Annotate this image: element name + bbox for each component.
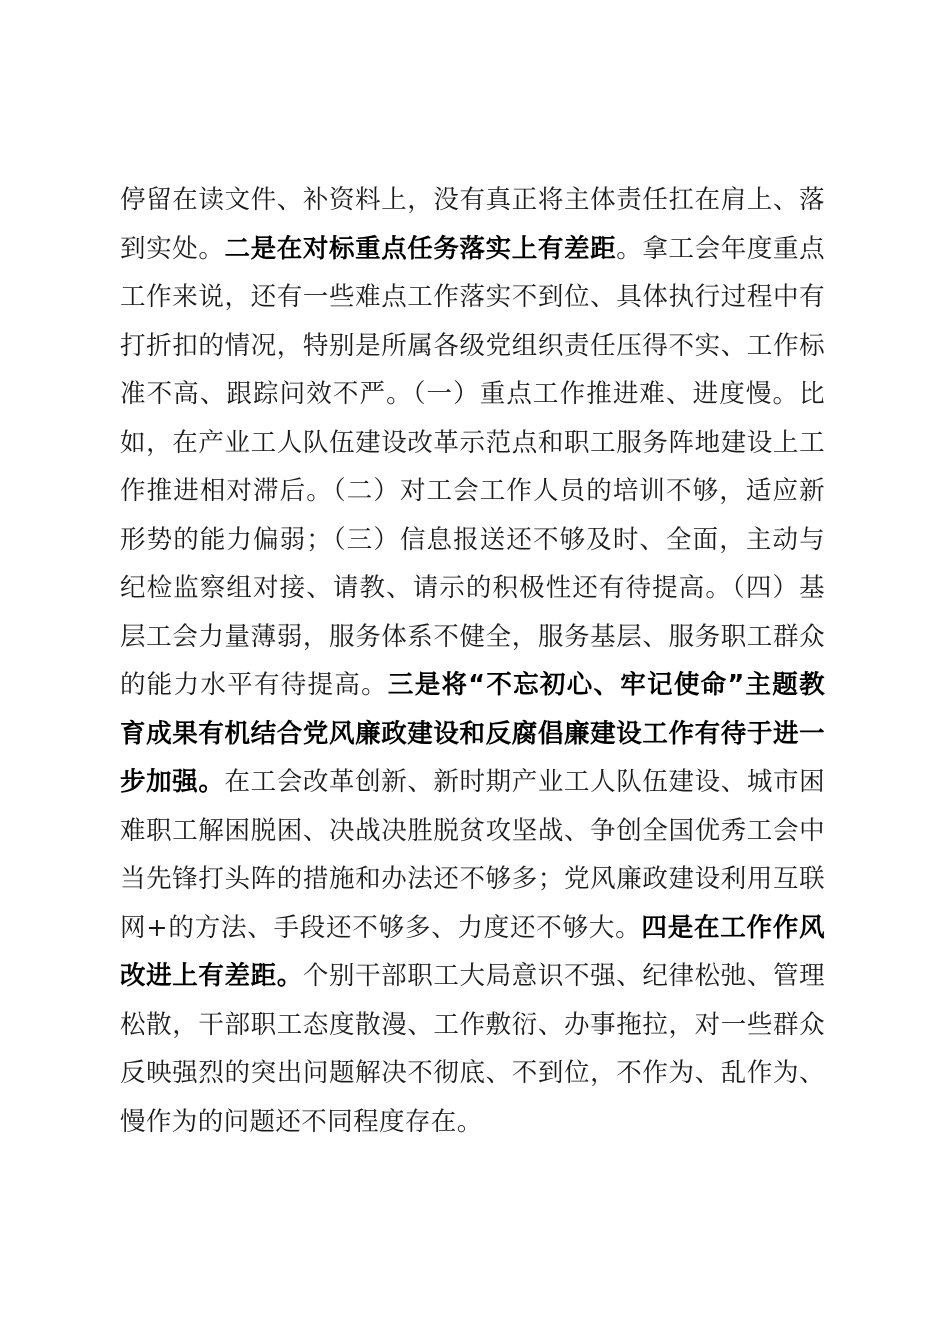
text-segment: 个别干部职工大局意识不强、纪律松弛、管理松散，干部职工态度散漫、工作敷衍、办事拖拉，对一些群众反映强烈的突出问题解决不彻底、不到位，不作为、乱作为、慢作为的问题还不同程度存在。 [120,961,825,1137]
bold-heading-2: 二是在对标重点任务落实上有差距 [224,233,617,264]
text-segment: 在工会改革创新、新时期产业工人队伍建设、城市困难职工解困脱困、决战决胜脱贫攻坚战、争创全国优秀工会中当先锋打头阵的措施和办法还不够多；党风廉政建设利用互联网+的方法、手段还不够多、力度还不够大。 [120,767,825,943]
text-segment: 。拿工会年度重点工作来说，还有一些难点工作落实不到位、具体执行过程中有打折扣的情况，特别是所属各级党组织责任压得不实、工作标准不高、跟踪问效不严。（一）重点工作推进难、进度慢。比如，在产业工人队伍建设改革示范点和职工服务阵地建设上工作推进相对滞后。（二）对工会工作人员的培训不够，适应新形势的能力偏弱；（三）信息报送还不够及时、全面，主动与纪检监察组对接、请教、请示的积极性还有待提高。（四）基层工会力量薄弱，服务体系不健全，服务基层、服务职工群众的能力水平有待提高。 [120,233,825,700]
text-segment: 停留在读文件、补资料上，没有真正将主体责任扛在肩上、落到实处。 [120,185,825,264]
bold-heading-4: 四是在工作作风改进上有差距。 [120,912,825,991]
bold-heading-3: 三是将“不忘初心、牢记使命”主题教育成果有机结合党风廉政建设和反腐倡廉建设工作有待于进一步加强。 [120,670,825,797]
body-paragraph [120,176,825,1146]
